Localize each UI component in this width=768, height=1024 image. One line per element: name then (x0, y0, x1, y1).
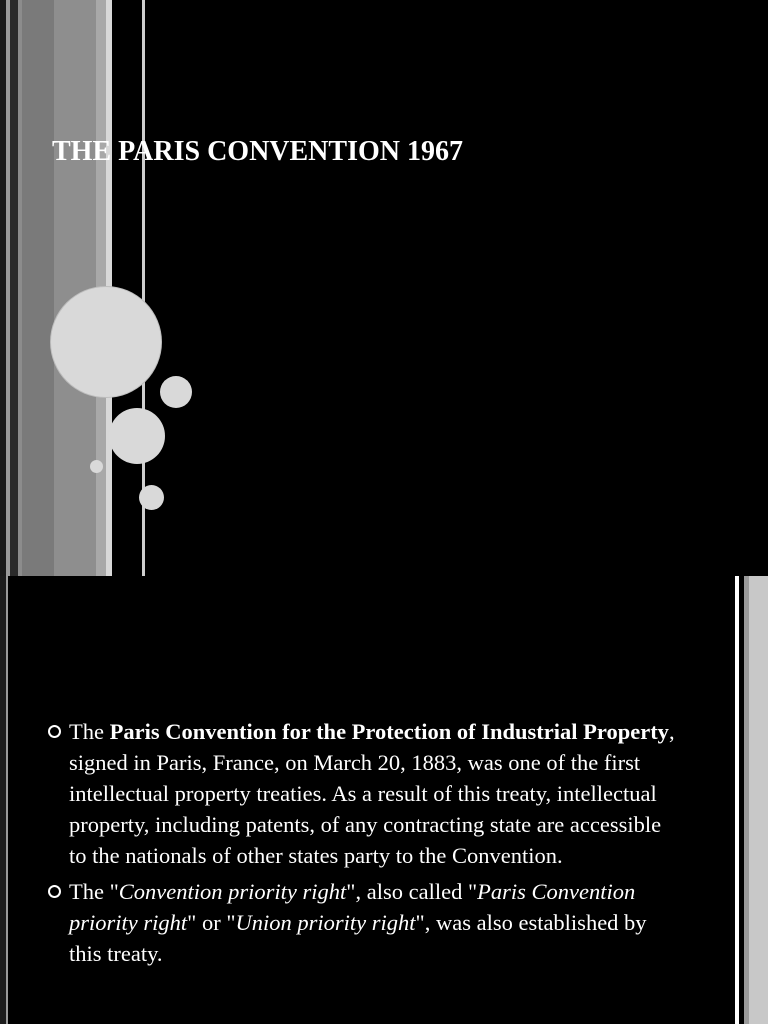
bullet-item (46, 876, 676, 969)
decorative-circle-medium (109, 408, 165, 464)
decorative-circle-tiny (90, 460, 103, 473)
content-slide (0, 576, 768, 1024)
ring-bullet-icon (48, 725, 61, 738)
bullet-text: The (69, 719, 110, 744)
bullet-list (46, 716, 676, 974)
bullet-text-italic: Union priority right (235, 910, 416, 935)
ring-bullet-icon (48, 885, 61, 898)
bullet-item (46, 716, 676, 871)
decorative-stripe (22, 0, 54, 576)
decorative-stripe (54, 0, 96, 576)
bullet-text-italic: Convention priority right (118, 879, 347, 904)
decorative-circle-small (139, 485, 164, 510)
bullet-text: ", also called " (346, 879, 478, 904)
bullet-text-bold: Paris Convention for the Protection of Industrial Property (109, 719, 669, 744)
decorative-stripe (6, 576, 8, 1024)
bullet-text: " or " (187, 910, 236, 935)
decorative-stripe (749, 576, 768, 1024)
bullet-text: , signed in Paris, France, on March 20, 1883, was one of the first intellectual property treaties. As a result of this treaty, intellectual property, including patents, of any contracting state are accessible to the nationals of other states party to the Convention. (69, 719, 675, 868)
slide-title: THE PARIS CONVENTION 1967 (52, 136, 463, 167)
bullet-text: The " (69, 879, 119, 904)
bullet-text-italic: Paris Convention priority right (69, 879, 636, 935)
decorative-circle-small (160, 376, 192, 408)
decorative-circle-large (51, 287, 161, 397)
decorative-stripe (10, 0, 18, 576)
bullet-text: ", was also established by this treaty. (69, 910, 647, 966)
